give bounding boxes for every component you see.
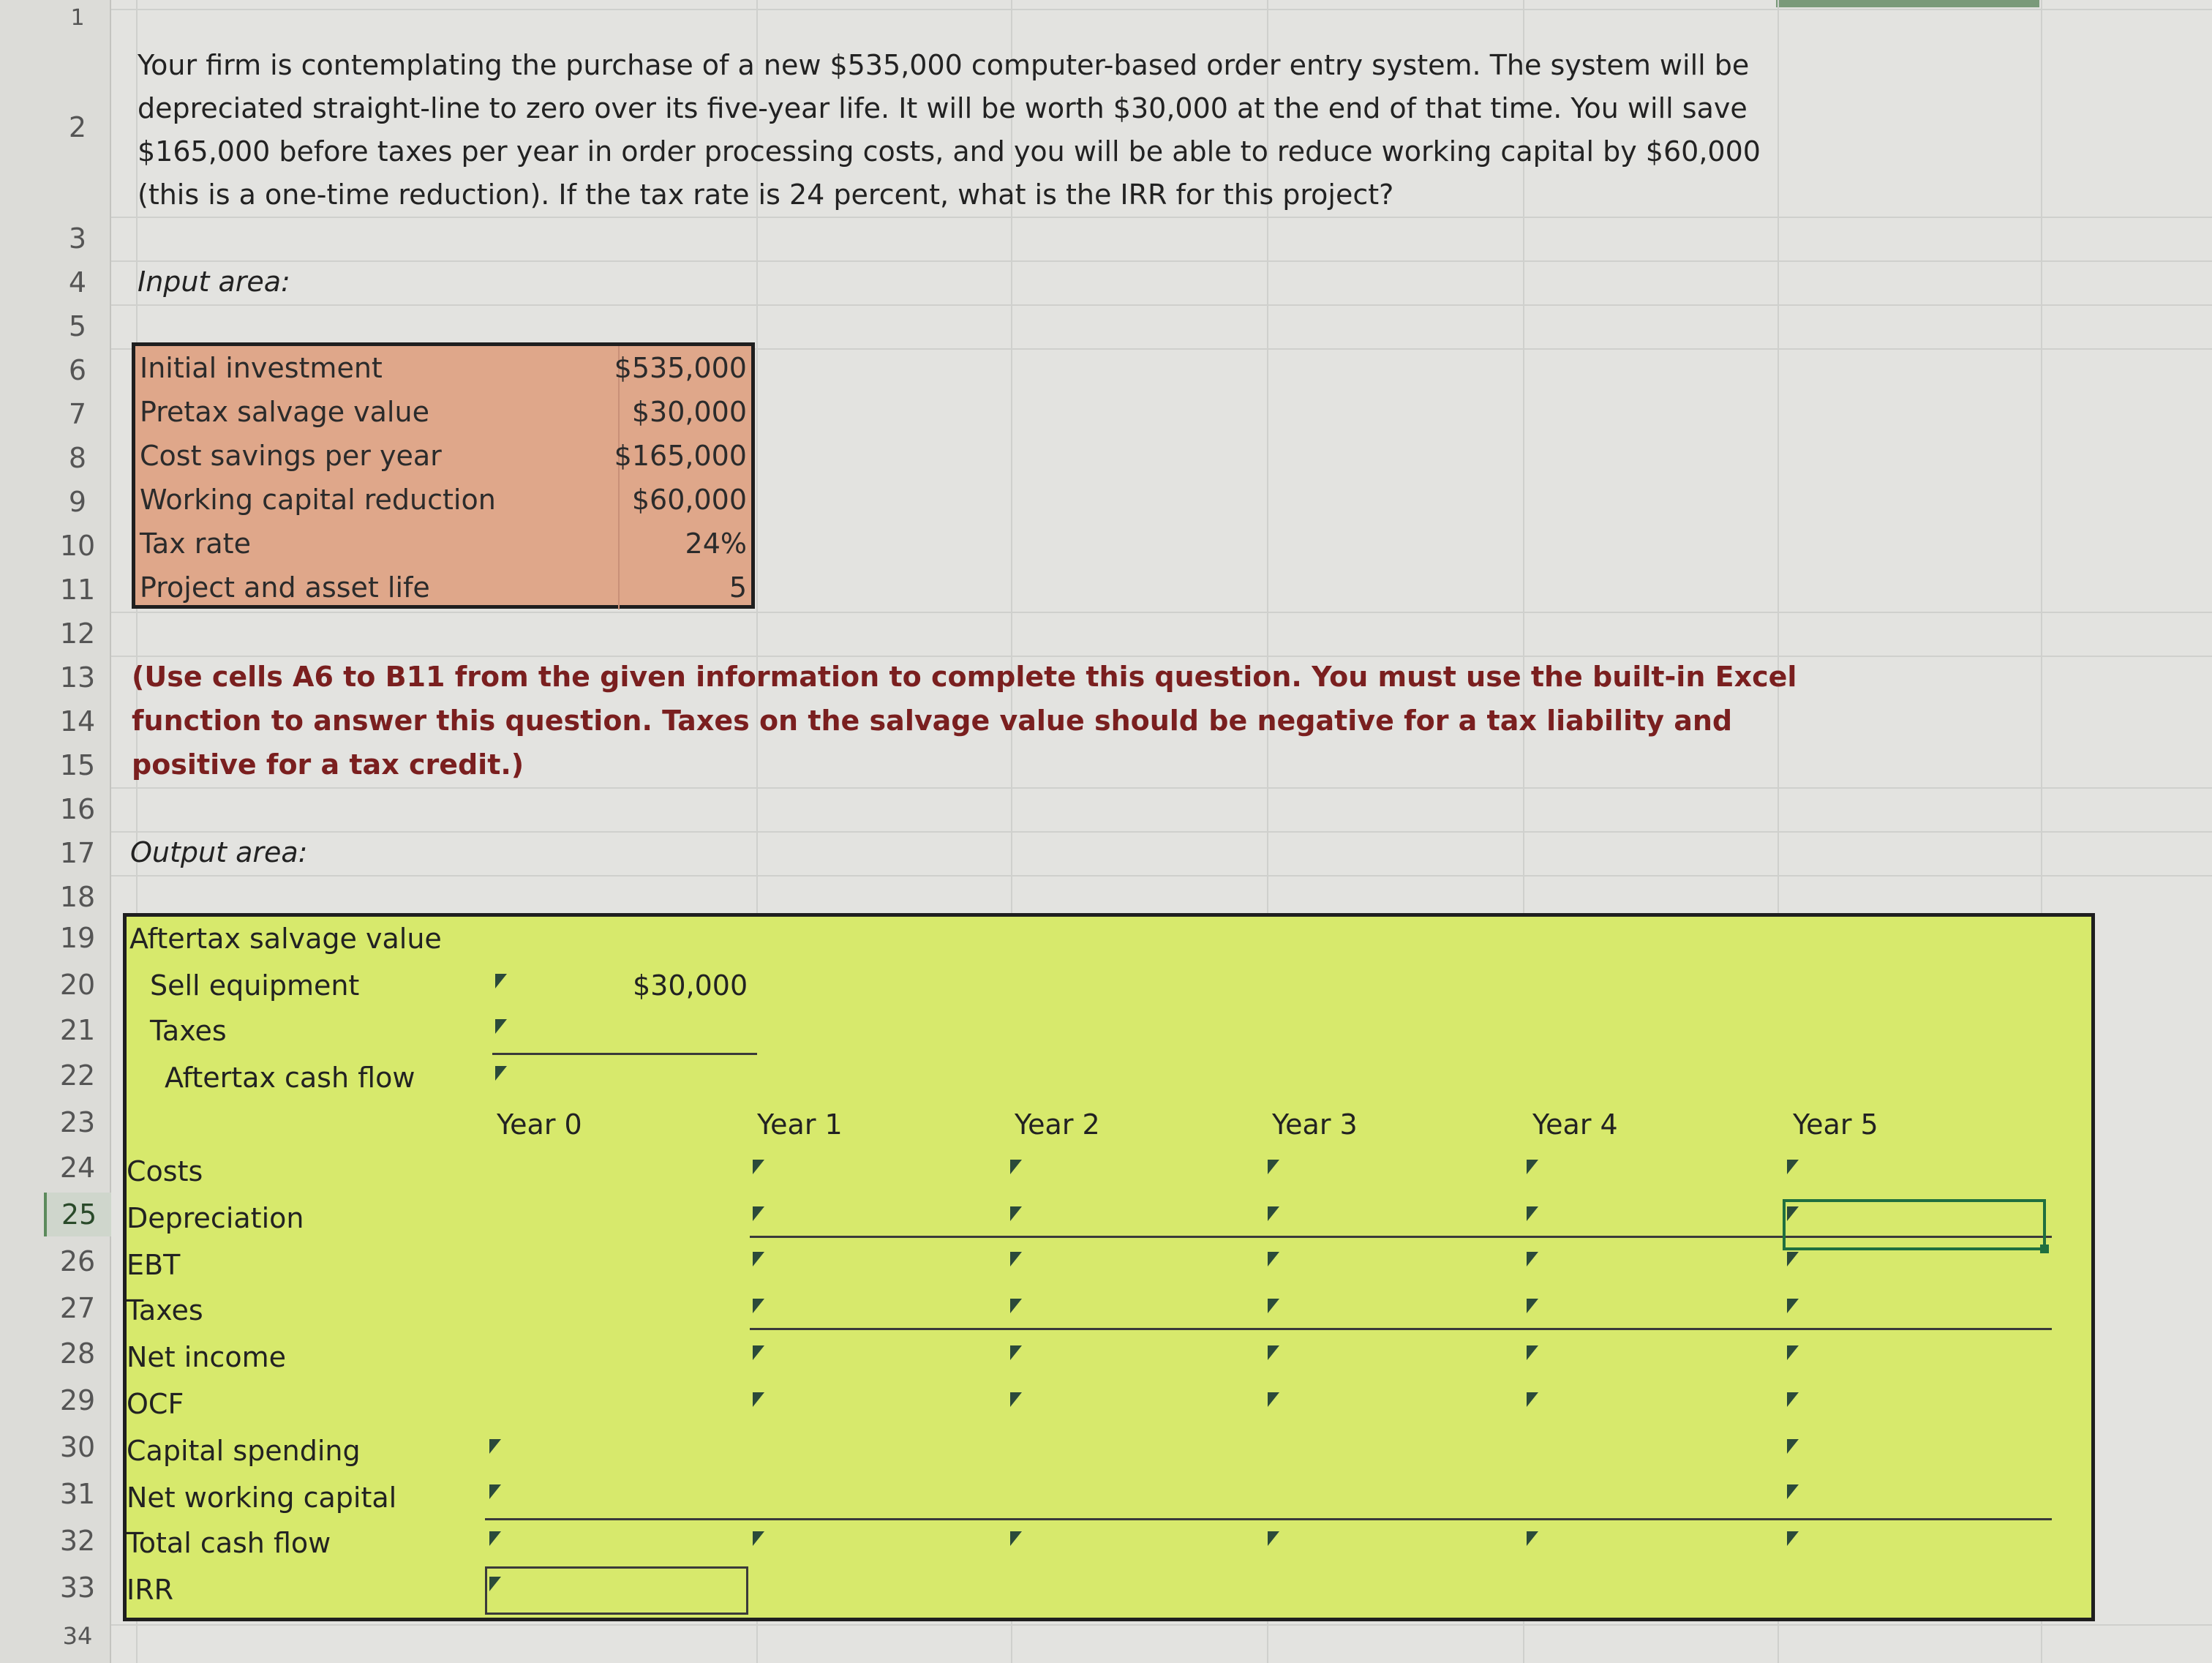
input-value[interactable]: $165,000 (614, 440, 747, 472)
input-label: Project and asset life (140, 571, 430, 604)
cell-indicator-icon (1268, 1345, 1279, 1360)
cell-indicator-icon (753, 1206, 764, 1221)
instruction-line-3[interactable]: positive for a tax credit.) (132, 748, 524, 781)
input-value[interactable]: 5 (729, 571, 747, 604)
cell-indicator-icon (1787, 1160, 1799, 1174)
row-number[interactable]: 16 (59, 793, 96, 825)
row-number[interactable]: 5 (68, 310, 87, 342)
cell-indicator-icon (1787, 1299, 1799, 1313)
cell-indicator-icon (1787, 1439, 1799, 1454)
row-number[interactable]: 21 (59, 1014, 96, 1046)
cell-indicator-icon (1010, 1252, 1022, 1266)
cell-indicator-icon (1268, 1252, 1279, 1266)
row-label-net-income[interactable]: Net income (127, 1341, 286, 1373)
cell-indicator-icon (753, 1160, 764, 1174)
row-label-ebt[interactable]: EBT (127, 1249, 181, 1281)
nwc-underline (485, 1518, 2052, 1520)
row-number[interactable]: 28 (59, 1337, 96, 1370)
row-label-total-cash-flow[interactable]: Total cash flow (127, 1527, 331, 1559)
taxes-underline (750, 1328, 2052, 1330)
cell-indicator-icon (1527, 1531, 1538, 1546)
aftertax-cash-flow-label[interactable]: Aftertax cash flow (165, 1062, 415, 1094)
row-number[interactable]: 31 (59, 1478, 96, 1510)
row-number[interactable]: 15 (59, 749, 96, 781)
cell-indicator-icon (495, 1019, 507, 1034)
input-value[interactable]: $60,000 (631, 484, 747, 516)
input-value[interactable]: 24% (685, 528, 747, 560)
row-number[interactable]: 12 (59, 617, 96, 650)
row-number-selected[interactable]: 25 (44, 1193, 111, 1236)
cell-indicator-icon (1787, 1206, 1799, 1221)
selected-cell-year5-depreciation[interactable] (1783, 1199, 2046, 1250)
input-area-label[interactable]: Input area: (138, 266, 290, 298)
input-label: Initial investment (140, 352, 383, 384)
output-table (123, 913, 2095, 1621)
year-header[interactable]: Year 0 (497, 1108, 582, 1141)
row-number[interactable]: 17 (59, 837, 96, 869)
row-label-irr[interactable]: IRR (127, 1574, 174, 1606)
row-number[interactable]: 27 (59, 1292, 96, 1324)
cell-indicator-icon (1010, 1531, 1022, 1546)
year-header[interactable]: Year 5 (1793, 1108, 1878, 1141)
instruction-line-2[interactable]: function to answer this question. Taxes on the salvage value should be negative for a tax liability and (132, 705, 1733, 737)
cell-indicator-icon (1527, 1392, 1538, 1407)
row-label-depreciation[interactable]: Depreciation (127, 1202, 304, 1234)
cell-indicator-icon (753, 1299, 764, 1313)
row-header-column (0, 0, 111, 1663)
cell-indicator-icon (1268, 1392, 1279, 1407)
sell-equipment-label[interactable]: Sell equipment (150, 969, 360, 1002)
input-label: Tax rate (140, 528, 251, 560)
row-number[interactable]: 22 (59, 1059, 96, 1092)
cell-indicator-icon (1787, 1345, 1799, 1360)
row-number[interactable]: 33 (59, 1572, 96, 1604)
row-number[interactable]: 13 (59, 661, 96, 694)
input-label: Pretax salvage value (140, 396, 429, 428)
input-value[interactable]: $535,000 (614, 352, 747, 384)
row-number[interactable]: 7 (68, 398, 87, 430)
row-number[interactable]: 6 (68, 354, 87, 386)
row-number[interactable]: 34 (62, 1622, 93, 1650)
row-number[interactable]: 24 (59, 1152, 96, 1184)
cell-indicator-icon (753, 1252, 764, 1266)
year-header[interactable]: Year 3 (1272, 1108, 1358, 1141)
row-label-taxes[interactable]: Taxes (127, 1294, 203, 1326)
row-number[interactable]: 26 (59, 1245, 96, 1277)
cell-indicator-icon (1527, 1299, 1538, 1313)
cell-indicator-icon (1010, 1299, 1022, 1313)
row-label-capital-spending[interactable]: Capital spending (127, 1435, 361, 1467)
cell-indicator-icon (1527, 1160, 1538, 1174)
instruction-line-1[interactable]: (Use cells A6 to B11 from the given information to complete this question. You must use the built-in Excel (132, 661, 1797, 693)
cell-indicator-icon (489, 1531, 501, 1546)
cell-indicator-icon (495, 1066, 507, 1081)
year-header[interactable]: Year 2 (1015, 1108, 1100, 1141)
row-label-costs[interactable]: Costs (127, 1155, 203, 1187)
cell-indicator-icon (495, 974, 507, 988)
row-number[interactable]: 23 (59, 1106, 96, 1138)
input-row-pretax-salvage[interactable] (135, 390, 751, 434)
fill-handle[interactable] (2040, 1245, 2049, 1253)
cell-indicator-icon (753, 1345, 764, 1360)
cell-indicator-icon (1527, 1345, 1538, 1360)
cell-indicator-icon (489, 1577, 501, 1591)
cell-indicator-icon (489, 1484, 501, 1499)
salvage-subtotal-underline (492, 1053, 757, 1055)
row-number[interactable]: 10 (59, 530, 96, 562)
cell-indicator-icon (1010, 1345, 1022, 1360)
input-row-tax-rate[interactable] (135, 522, 751, 566)
row-number[interactable]: 18 (59, 881, 96, 913)
year-header[interactable]: Year 4 (1532, 1108, 1618, 1141)
cell-indicator-icon (1268, 1299, 1279, 1313)
row-number[interactable]: 3 (68, 222, 87, 255)
input-table (132, 342, 755, 609)
row-number[interactable]: 2 (68, 111, 87, 143)
cell-indicator-icon (1787, 1531, 1799, 1546)
cell-indicator-icon (1787, 1484, 1799, 1499)
input-row-cost-savings[interactable] (135, 434, 751, 478)
year-header[interactable]: Year 1 (757, 1108, 843, 1141)
cell-indicator-icon (1787, 1392, 1799, 1407)
salvage-taxes-label[interactable]: Taxes (150, 1015, 227, 1047)
cell-indicator-icon (1010, 1392, 1022, 1407)
input-value[interactable]: $30,000 (631, 396, 747, 428)
row-number[interactable]: 14 (59, 705, 96, 737)
row-number[interactable]: 30 (59, 1431, 96, 1463)
cell-indicator-icon (1010, 1160, 1022, 1174)
row-label-ocf[interactable]: OCF (127, 1388, 184, 1420)
row-number[interactable]: 11 (59, 574, 96, 606)
row-number[interactable]: 32 (59, 1525, 96, 1557)
input-row-working-capital[interactable] (135, 478, 751, 522)
sell-equipment-value[interactable]: $30,000 (633, 969, 748, 1002)
cell-indicator-icon (1527, 1206, 1538, 1221)
cell-indicator-icon (1010, 1206, 1022, 1221)
row-number[interactable]: 8 (68, 442, 87, 474)
row-label-net-working-capital[interactable]: Net working capital (127, 1482, 397, 1514)
cell-indicator-icon (1268, 1206, 1279, 1221)
input-label: Working capital reduction (140, 484, 496, 516)
cell-indicator-icon (1787, 1252, 1799, 1266)
cell-indicator-icon (489, 1439, 501, 1454)
cell-indicator-icon (753, 1392, 764, 1407)
row-number[interactable]: 4 (68, 266, 87, 299)
cell-indicator-icon (1268, 1531, 1279, 1546)
row-number[interactable]: 29 (59, 1384, 96, 1416)
cell-indicator-icon (1527, 1252, 1538, 1266)
input-row-asset-life[interactable] (135, 566, 751, 609)
input-label: Cost savings per year (140, 440, 442, 472)
input-row-initial-investment[interactable] (135, 346, 751, 390)
row-number[interactable]: 19 (59, 922, 96, 954)
row-number[interactable]: 1 (70, 5, 85, 31)
irr-answer-cell[interactable] (485, 1566, 748, 1615)
output-area-label[interactable]: Output area: (130, 836, 308, 868)
aftertax-salvage-header[interactable]: Aftertax salvage value (129, 923, 442, 955)
cell-indicator-icon (753, 1531, 764, 1546)
problem-statement[interactable]: Your firm is contemplating the purchase of a new $535,000 computer-based order entry system. The system will be depreciated straight-line to zero over its five-year life. It will be worth $30,000 at the end of that time. You will save $165,000 before taxes per year in order processing costs, and you will be able to reduce working capital by $60,000 (this is a one-time reduction). If the tax rate is 24 percent, what is the IRR for this project? (138, 49, 1761, 211)
row-number[interactable]: 9 (68, 486, 87, 518)
row-number[interactable]: 20 (59, 969, 96, 1001)
active-tab-indicator (1776, 0, 2039, 7)
cell-indicator-icon (1268, 1160, 1279, 1174)
